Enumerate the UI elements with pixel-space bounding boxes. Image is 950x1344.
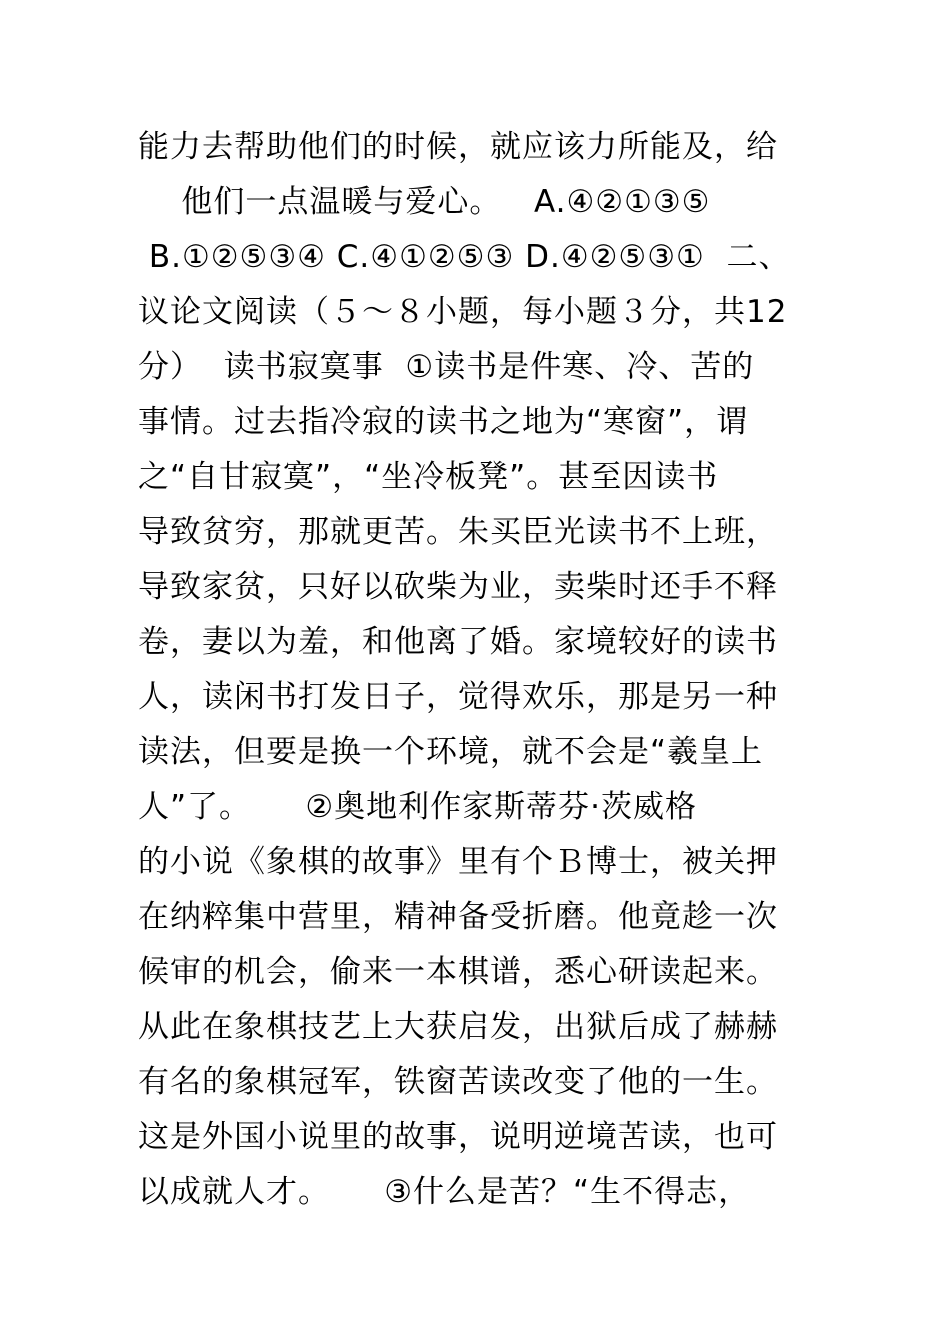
text-line-13: 人”了。 ②奥地利作家斯蒂芬·茨威格 bbox=[138, 789, 697, 825]
text-line-11: 人，读闲书打发日子，觉得欢乐，那是另一种 bbox=[138, 679, 778, 715]
text-line-7: 之“自甘寂寞”，“坐冷板凳”。甚至因读书 bbox=[138, 459, 719, 495]
text-line-8: 导致贫穷，那就更苦。朱买臣光读书不上班， bbox=[138, 514, 778, 550]
text-line-5: 分） 读书寂寞事 ①读书是件寒、冷、苦的 bbox=[138, 349, 755, 385]
text-line-4: 议论文阅读（５～８小题，每小题３分，共12 bbox=[138, 294, 788, 330]
text-line-15: 在纳粹集中营里，精神备受折磨。他竟趁一次 bbox=[138, 899, 778, 935]
text-line-20: 以成就人才。 ③什么是苦？“生不得志， bbox=[138, 1174, 751, 1210]
text-line-14: 的小说《象棋的故事》里有个Ｂ博士，被关押 bbox=[138, 844, 778, 880]
text-line-1: 能力去帮助他们的时候，就应该力所能及，给 bbox=[138, 129, 778, 165]
text-line-17: 从此在象棋技艺上大获启发，出狱后成了赫赫 bbox=[138, 1009, 778, 1045]
text-line-18: 有名的象棋冠军，铁窗苦读改变了他的一生。 bbox=[138, 1064, 778, 1100]
text-line-12: 读法，但要是换一个环境，就不会是“羲皇上 bbox=[138, 734, 764, 770]
text-line-19: 这是外国小说里的故事，说明逆境苦读，也可 bbox=[138, 1119, 778, 1155]
text-line-6: 事情。过去指冷寂的读书之地为“寒窗”，谓 bbox=[138, 404, 749, 440]
text-line-16: 候审的机会，偷来一本棋谱，悉心研读起来。 bbox=[138, 954, 778, 990]
text-line-9: 导致家贫，只好以砍柴为业，卖柴时还手不释 bbox=[138, 569, 778, 605]
text-line-10: 卷，妻以为羞，和他离了婚。家境较好的读书 bbox=[138, 624, 778, 660]
text-line-2: 他们一点温暖与爱心。 A.④②①③⑤ bbox=[138, 184, 711, 220]
text-line-3: B.①②⑤③④ C.④①②⑤③ D.④②⑤③① 二、 bbox=[138, 239, 791, 275]
